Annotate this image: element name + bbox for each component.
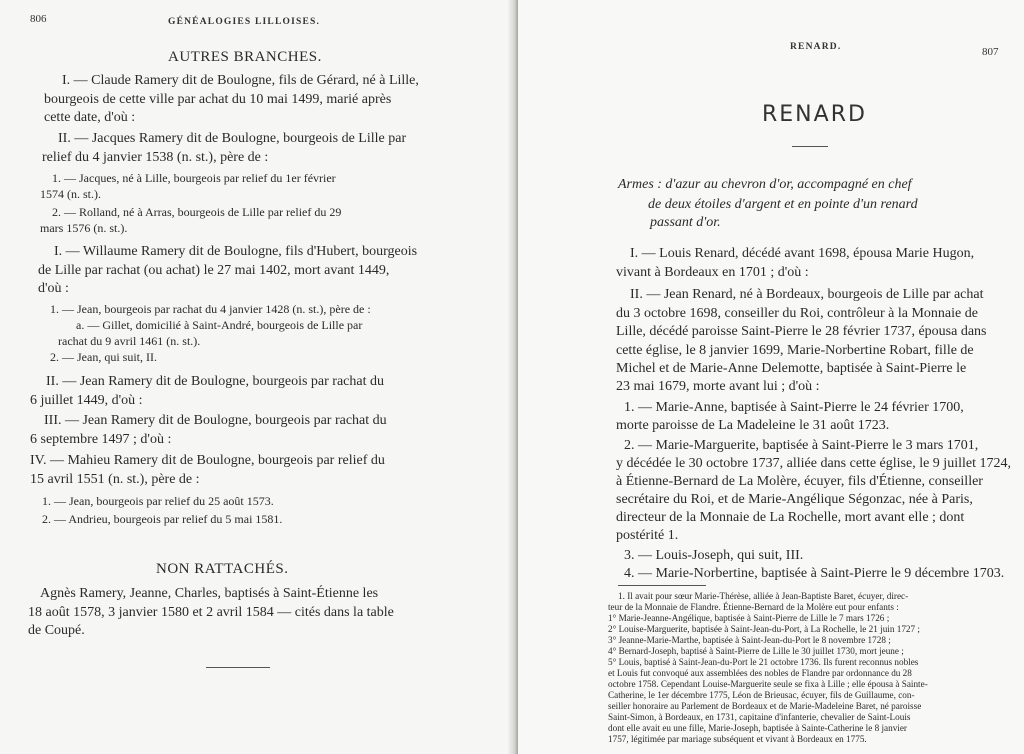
- text-line: cette date, d'où :: [44, 110, 136, 125]
- running-head-left: GÉNÉALOGIES LILLOISES.: [168, 17, 321, 27]
- closing-rule: [206, 667, 270, 668]
- text-line: I. — Willaume Ramery dit de Boulogne, fils d'Hubert, bourgeois: [54, 244, 418, 259]
- text-line: relief du 4 janvier 1538 (n. st.), père de :: [42, 150, 269, 165]
- footnote-line: 1757, légitimée par mariage subséquent et vivant à Bordeaux en 1775.: [608, 734, 867, 744]
- footnote-line: et Louis fut convoqué aux assemblées des nobles de Flandre par ordonnance du 28: [608, 668, 912, 678]
- text-line: II. — Jacques Ramery dit de Boulogne, bourgeois de Lille par: [58, 131, 407, 146]
- footnote-line: seiller honoraire au Parlement de Bordeaux et de Marie-Madeleine Baret, né paroisse: [608, 701, 922, 711]
- text-line: de Lille par rachat (ou achat) le 27 mai 1402, mort avant 1449,: [38, 263, 390, 278]
- footnote-line: 4° Bernard-Joseph, baptisé à Saint-Pierre de Lille le 30 juillet 1730, mort jeune ;: [608, 646, 904, 656]
- footnote-line: Saint-Simon, à Bordeaux, en 1731, capitaine d'infanterie, chevalier de Saint-Louis: [608, 712, 911, 722]
- text-line: secrétaire du Roi, et de Marie-Angélique Ségonzac, née à Paris,: [616, 492, 973, 507]
- text-line: II. — Jean Ramery dit de Boulogne, bourgeois par rachat du: [46, 374, 384, 389]
- footnote-rule: [618, 585, 706, 586]
- text-line: 23 mai 1679, morte avant lui ; d'où :: [616, 379, 820, 394]
- footnote-line: octobre 1758. Cependant Louise-Marguerite seule se fixa à Lille ; elle épousa à Sainte-: [608, 679, 928, 689]
- text-line: bourgeois de cette ville par achat du 10 mai 1499, marié après: [44, 92, 392, 107]
- footnote-line: 2° Louise-Marguerite, baptisée à Saint-Jean-du-Port, à La Rochelle, le 21 juin 1727 ;: [608, 624, 920, 634]
- page-number-left: 806: [30, 13, 47, 25]
- text-line: vivant à Bordeaux en 1701 ; d'où :: [616, 265, 809, 280]
- text-line: 2. — Jean, qui suit, II.: [50, 350, 157, 364]
- text-line: mars 1576 (n. st.).: [40, 221, 128, 235]
- section-autres-branches: AUTRES BRANCHES.: [168, 49, 322, 65]
- text-line: d'où :: [38, 281, 69, 296]
- text-line: à Étienne-Bernard de La Molère, écuyer, fils d'Étienne, conseiller: [616, 474, 983, 489]
- text-line: du 3 octobre 1698, conseiller du Roi, contrôleur à la Monnaie de: [616, 306, 978, 321]
- text-line: Michel et de Marie-Anne Delemotte, baptisée à Saint-Pierre le: [616, 361, 967, 376]
- footnote-line: Catherine, le 1er décembre 1775, Léon de Brieusac, écuyer, fils de Guillaume, con-: [608, 690, 915, 700]
- text-line: 1. — Jean, bourgeois par rachat du 4 janvier 1428 (n. st.), père de :: [50, 302, 371, 316]
- text-line: 1. — Jean, bourgeois par relief du 25 août 1573.: [42, 494, 274, 508]
- text-line: 18 août 1578, 3 janvier 1580 et 2 avril 1584 — cités dans la table: [28, 605, 394, 620]
- armes-line: Armes : d'azur au chevron d'or, accompagné en chef: [618, 177, 912, 192]
- page-number-right: 807: [982, 46, 999, 58]
- text-line: 1. — Jacques, né à Lille, bourgeois par relief du 1er février: [52, 171, 336, 185]
- text-line: rachat du 9 avril 1461 (n. st.).: [58, 334, 201, 348]
- running-head-right: RENARD.: [790, 42, 842, 52]
- text-line: cette église, le 8 janvier 1699, Marie-Norbertine Robart, fille de: [616, 343, 974, 358]
- footnote-line: teur de la Monnaie de Flandre. Étienne-Bernard de la Molère eut pour enfants :: [608, 602, 899, 612]
- armes-line: de deux étoiles d'argent et en pointe d'un renard: [648, 197, 918, 212]
- footnote-line: 1° Marie-Jeanne-Angélique, baptisée à Saint-Pierre de Lille le 7 mars 1726 ;: [608, 613, 890, 623]
- text-line: 3. — Louis-Joseph, qui suit, III.: [624, 548, 804, 563]
- footnote-line: 1. Il avait pour sœur Marie-Thérèse, alliée à Jean-Baptiste Baret, écuyer, direc-: [618, 591, 909, 601]
- footnote-line: 5° Louis, baptisé à Saint-Jean-du-Port le 21 octobre 1736. Ils furent reconnus nobles: [608, 657, 919, 667]
- section-non-rattaches: NON RATTACHÉS.: [156, 561, 289, 577]
- text-line: Lille, décédé paroisse Saint-Pierre le 28 février 1737, épousa dans: [616, 324, 987, 339]
- family-title: RENARD: [762, 102, 867, 127]
- text-line: 15 avril 1551 (n. st.), père de :: [30, 472, 200, 487]
- title-rule: [792, 146, 828, 147]
- text-line: de Coupé.: [28, 623, 85, 638]
- text-line: 6 juillet 1449, d'où :: [30, 393, 143, 408]
- text-line: I. — Claude Ramery dit de Boulogne, fils de Gérard, né à Lille,: [62, 73, 419, 88]
- text-line: I. — Louis Renard, décédé avant 1698, épousa Marie Hugon,: [630, 246, 975, 261]
- text-line: 2. — Rolland, né à Arras, bourgeois de Lille par relief du 29: [52, 205, 342, 219]
- right-page: [518, 0, 1024, 754]
- text-line: y décédée le 30 octobre 1737, alliée dans cette église, le 9 juillet 1724,: [616, 456, 1011, 471]
- text-line: 1574 (n. st.).: [40, 187, 101, 201]
- armes-line: passant d'or.: [650, 215, 721, 230]
- text-line: 2. — Marie-Marguerite, baptisée à Saint-Pierre le 3 mars 1701,: [624, 438, 979, 453]
- text-line: a. — Gillet, domicilié à Saint-André, bourgeois de Lille par: [76, 318, 363, 332]
- text-line: 1. — Marie-Anne, baptisée à Saint-Pierre le 24 février 1700,: [624, 400, 964, 415]
- text-line: morte paroisse de La Madeleine le 31 août 1723.: [616, 418, 890, 433]
- text-line: II. — Jean Renard, né à Bordeaux, bourgeois de Lille par achat: [630, 287, 984, 302]
- text-line: 6 septembre 1497 ; d'où :: [30, 432, 172, 447]
- text-line: 2. — Andrieu, bourgeois par relief du 5 mai 1581.: [42, 512, 283, 526]
- text-line: 4. — Marie-Norbertine, baptisée à Saint-Pierre le 9 décembre 1703.: [624, 566, 1005, 581]
- footnote-line: dont elle avait eu une fille, Marie-Joseph, baptisée à Sainte-Catherine le 8 janvier: [608, 723, 907, 733]
- text-line: directeur de la Monnaie de La Rochelle, mort avant elle ; dont: [616, 510, 965, 525]
- text-line: III. — Jean Ramery dit de Boulogne, bourgeois par rachat du: [44, 413, 387, 428]
- footnote-line: 3° Jeanne-Marie-Marthe, baptisée à Saint-Jean-du-Port le 8 novembre 1728 ;: [608, 635, 891, 645]
- text-line: Agnès Ramery, Jeanne, Charles, baptisés à Saint-Étienne les: [40, 586, 379, 601]
- text-line: IV. — Mahieu Ramery dit de Boulogne, bourgeois par relief du: [30, 453, 385, 468]
- text-line: postérité 1.: [616, 528, 679, 543]
